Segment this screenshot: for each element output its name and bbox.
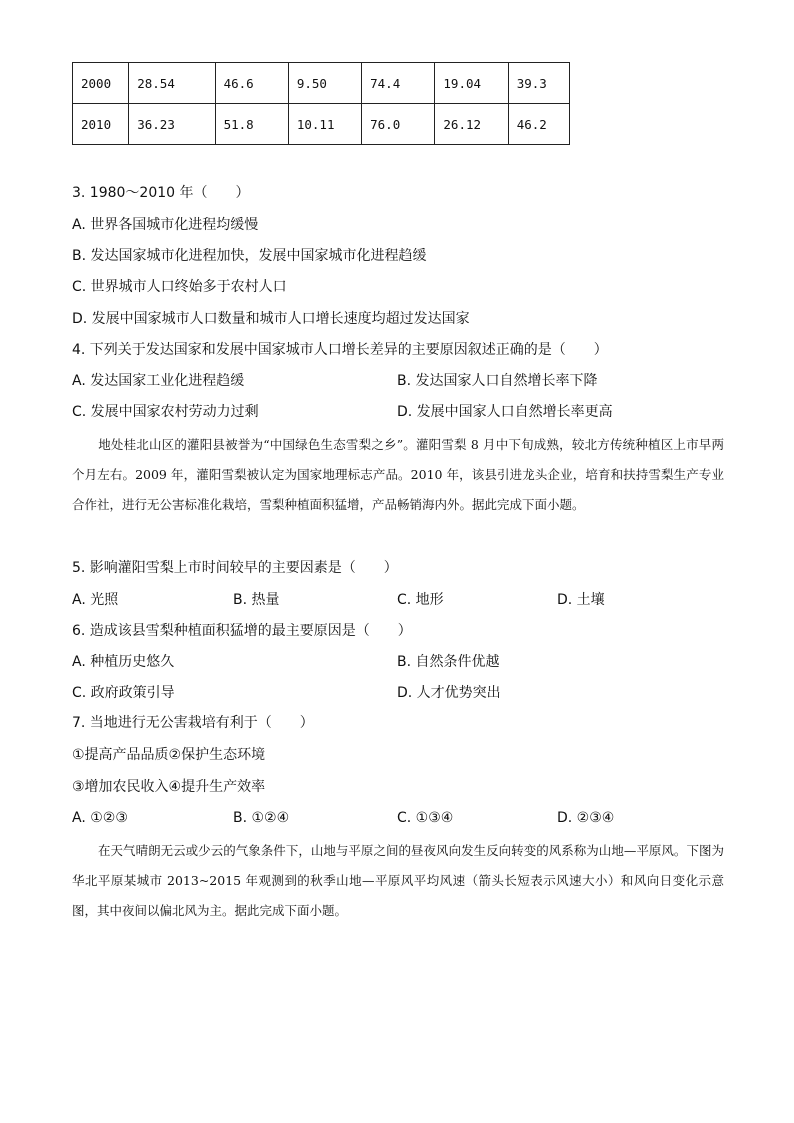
question-4-option-a: A. 发达国家工业化进程趋缓 — [72, 373, 245, 389]
table-row — [73, 104, 570, 145]
table-cell: 76.0 — [362, 104, 435, 145]
question-7-stem: 7. 当地进行无公害栽培有利于（ ） — [72, 715, 314, 731]
table-cell: 2010 — [73, 104, 129, 145]
table-cell: 51.8 — [215, 104, 288, 145]
question-7-statement-1: ①提高产品品质②保护生态环境 — [72, 747, 266, 763]
question-6-option-a: A. 种植历史悠久 — [72, 654, 175, 670]
question-5-stem: 5. 影响灌阳雪梨上市时间较早的主要因素是（ ） — [72, 560, 398, 576]
question-4-option-c: C. 发展中国家农村劳动力过剩 — [72, 404, 259, 420]
data-table — [72, 62, 570, 145]
passage-1 — [72, 430, 724, 520]
question-6-option-d: D. 人才优势突出 — [397, 685, 501, 701]
question-6-option-c: C. 政府政策引导 — [72, 685, 175, 701]
question-7-statement-2: ③增加农民收入④提升生产效率 — [72, 779, 266, 795]
table-cell: 36.23 — [129, 104, 215, 145]
question-5-option-a: A. 光照 — [72, 592, 119, 608]
table-cell: 39.3 — [508, 63, 569, 104]
table-cell: 26.12 — [435, 104, 508, 145]
question-4-option-b: B. 发达国家人口自然增长率下降 — [397, 373, 598, 389]
question-3-option-d: D. 发展中国家城市人口数量和城市人口增长速度均超过发达国家 — [72, 311, 470, 327]
table-cell: 28.54 — [129, 63, 215, 104]
table-cell: 10.11 — [288, 104, 361, 145]
table-cell: 74.4 — [362, 63, 435, 104]
question-7-option-c: C. ①③④ — [397, 810, 454, 826]
table-cell: 46.6 — [215, 63, 288, 104]
question-5-option-c: C. 地形 — [397, 592, 444, 608]
question-7-option-a: A. ①②③ — [72, 810, 128, 826]
table-cell: 46.2 — [508, 104, 569, 145]
question-7-option-d: D. ②③④ — [557, 810, 615, 826]
table-cell: 2000 — [73, 63, 129, 104]
question-3-stem: 3. 1980～2010 年（ ） — [72, 185, 250, 201]
question-3-option-b: B. 发达国家城市化进程加快，发展中国家城市化进程趋缓 — [72, 248, 427, 264]
question-6-option-b: B. 自然条件优越 — [397, 654, 500, 670]
question-6-stem: 6. 造成该县雪梨种植面积猛增的最主要原因是（ ） — [72, 623, 412, 639]
question-3-option-c: C. 世界城市人口终始多于农村人口 — [72, 279, 287, 295]
passage-2-text: 在天气晴朗无云或少云的气象条件下，山地与平原之间的昼夜风向发生反向转变的风系称为山地—平原风。下图为华北平原某城市 2013~2015 年观测到的秋季山地—平原风平均风速（箭头长短表示风速大小）和风向日变化示意图，其中夜间以偏北风为主。据此完成下面小题。 — [72, 843, 724, 918]
question-7-option-b: B. ①②④ — [233, 810, 290, 826]
passage-1-text: 地处桂北山区的灌阳县被誉为“中国绿色生态雪梨之乡”。灌阳雪梨 8 月中下旬成熟，较北方传统种植区上市早两个月左右。2009 年，灌阳雪梨被认定为国家地理标志产品。2010 年，该县引进龙头企业，培育和扶持雪梨生产专业合作社，进行无公害标准化栽培，雪梨种植面积猛增，产品畅销海内外。据此完成下面小题。 — [72, 437, 724, 512]
table-row — [73, 63, 570, 104]
passage-2 — [72, 836, 724, 926]
question-5-option-d: D. 土壤 — [557, 592, 605, 608]
question-3-option-a: A. 世界各国城市化进程均缓慢 — [72, 217, 259, 233]
question-5-option-b: B. 热量 — [233, 592, 280, 608]
table-cell: 9.50 — [288, 63, 361, 104]
question-4-stem: 4. 下列关于发达国家和发展中国家城市人口增长差异的主要原因叙述正确的是（ ） — [72, 342, 608, 358]
table-cell: 19.04 — [435, 63, 508, 104]
question-4-option-d: D. 发展中国家人口自然增长率更高 — [397, 404, 613, 420]
